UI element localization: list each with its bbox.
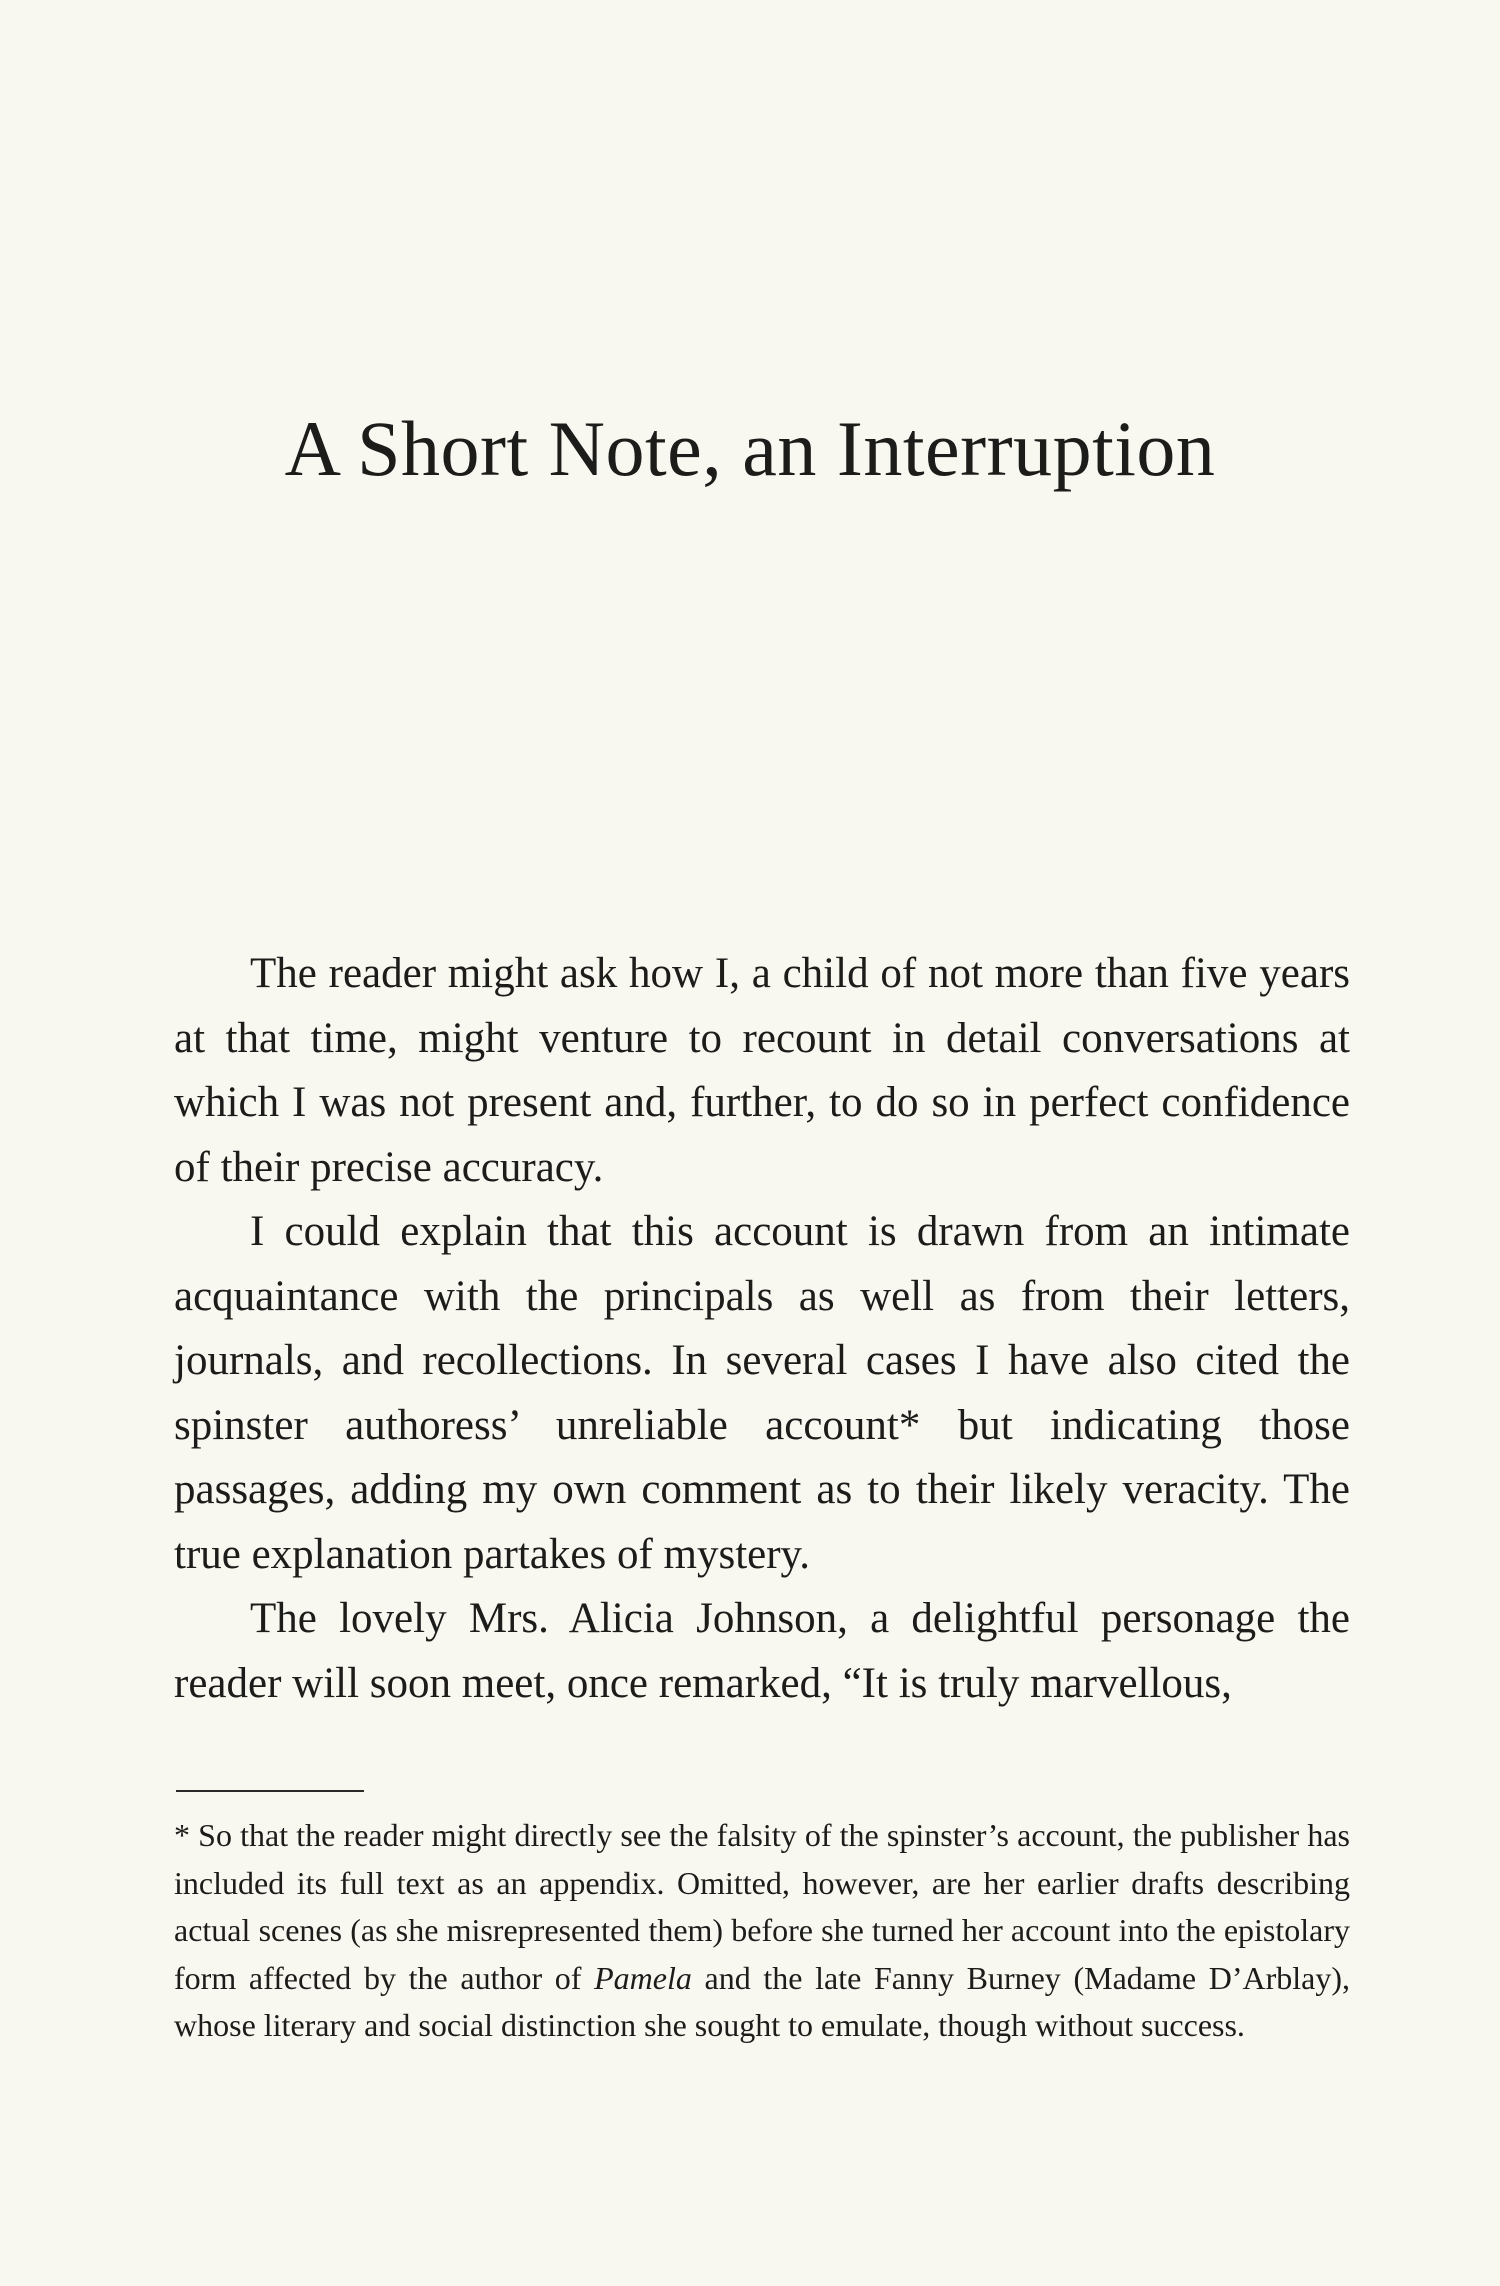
chapter-title: A Short Note, an Interruption — [284, 405, 1216, 492]
footnote-reference-mark: * — [898, 1401, 921, 1449]
footnote-mark: * — [174, 1817, 190, 1853]
footnote-text-part-2: and the late Fanny Burney (Madame D’Arblay), whose literary and social distinction she sought to emulate, though without success. — [174, 1959, 1350, 2043]
footnote-italic-title: Pamela — [594, 1959, 692, 1996]
footnote — [174, 1812, 1350, 2050]
paragraph-2-text-before-mark: I could explain that this account is drawn from an intimate acquaintance with the principals as well as from their letters, journals, and recollections. In several cases I have also cited the spinster authoress’ unreliable account — [174, 1208, 1350, 1449]
paragraph-3: The lovely Mrs. Alicia Johnson, a delightful personage the reader will soon meet, once remarked, “It is truly marvellous, — [174, 1595, 1350, 1707]
paragraph-2-text-after-mark: but indicating those passages, adding my own comment as to their likely veracity. The true explanation partakes of mystery. — [174, 1401, 1350, 1578]
footnote-text-part-1: So that the reader might directly see the falsity of the spinster’s account, the publisher has included its full text as an appendix. Omitted, however, are her earlier drafts describing actual scenes (as she misrepresented them) before she turned her account into the epistolary form affected by the author of — [174, 1817, 1350, 1996]
footnote-separator-rule — [176, 1790, 364, 1792]
paragraph-1: The reader might ask how I, a child of not more than five years at that time, might venture to recount in detail conversations at which I was not present and, further, to do so in perfect confidence of their precise accuracy. — [174, 950, 1350, 1191]
body-text — [174, 942, 1350, 1716]
paragraph-2 — [174, 1200, 1350, 1587]
